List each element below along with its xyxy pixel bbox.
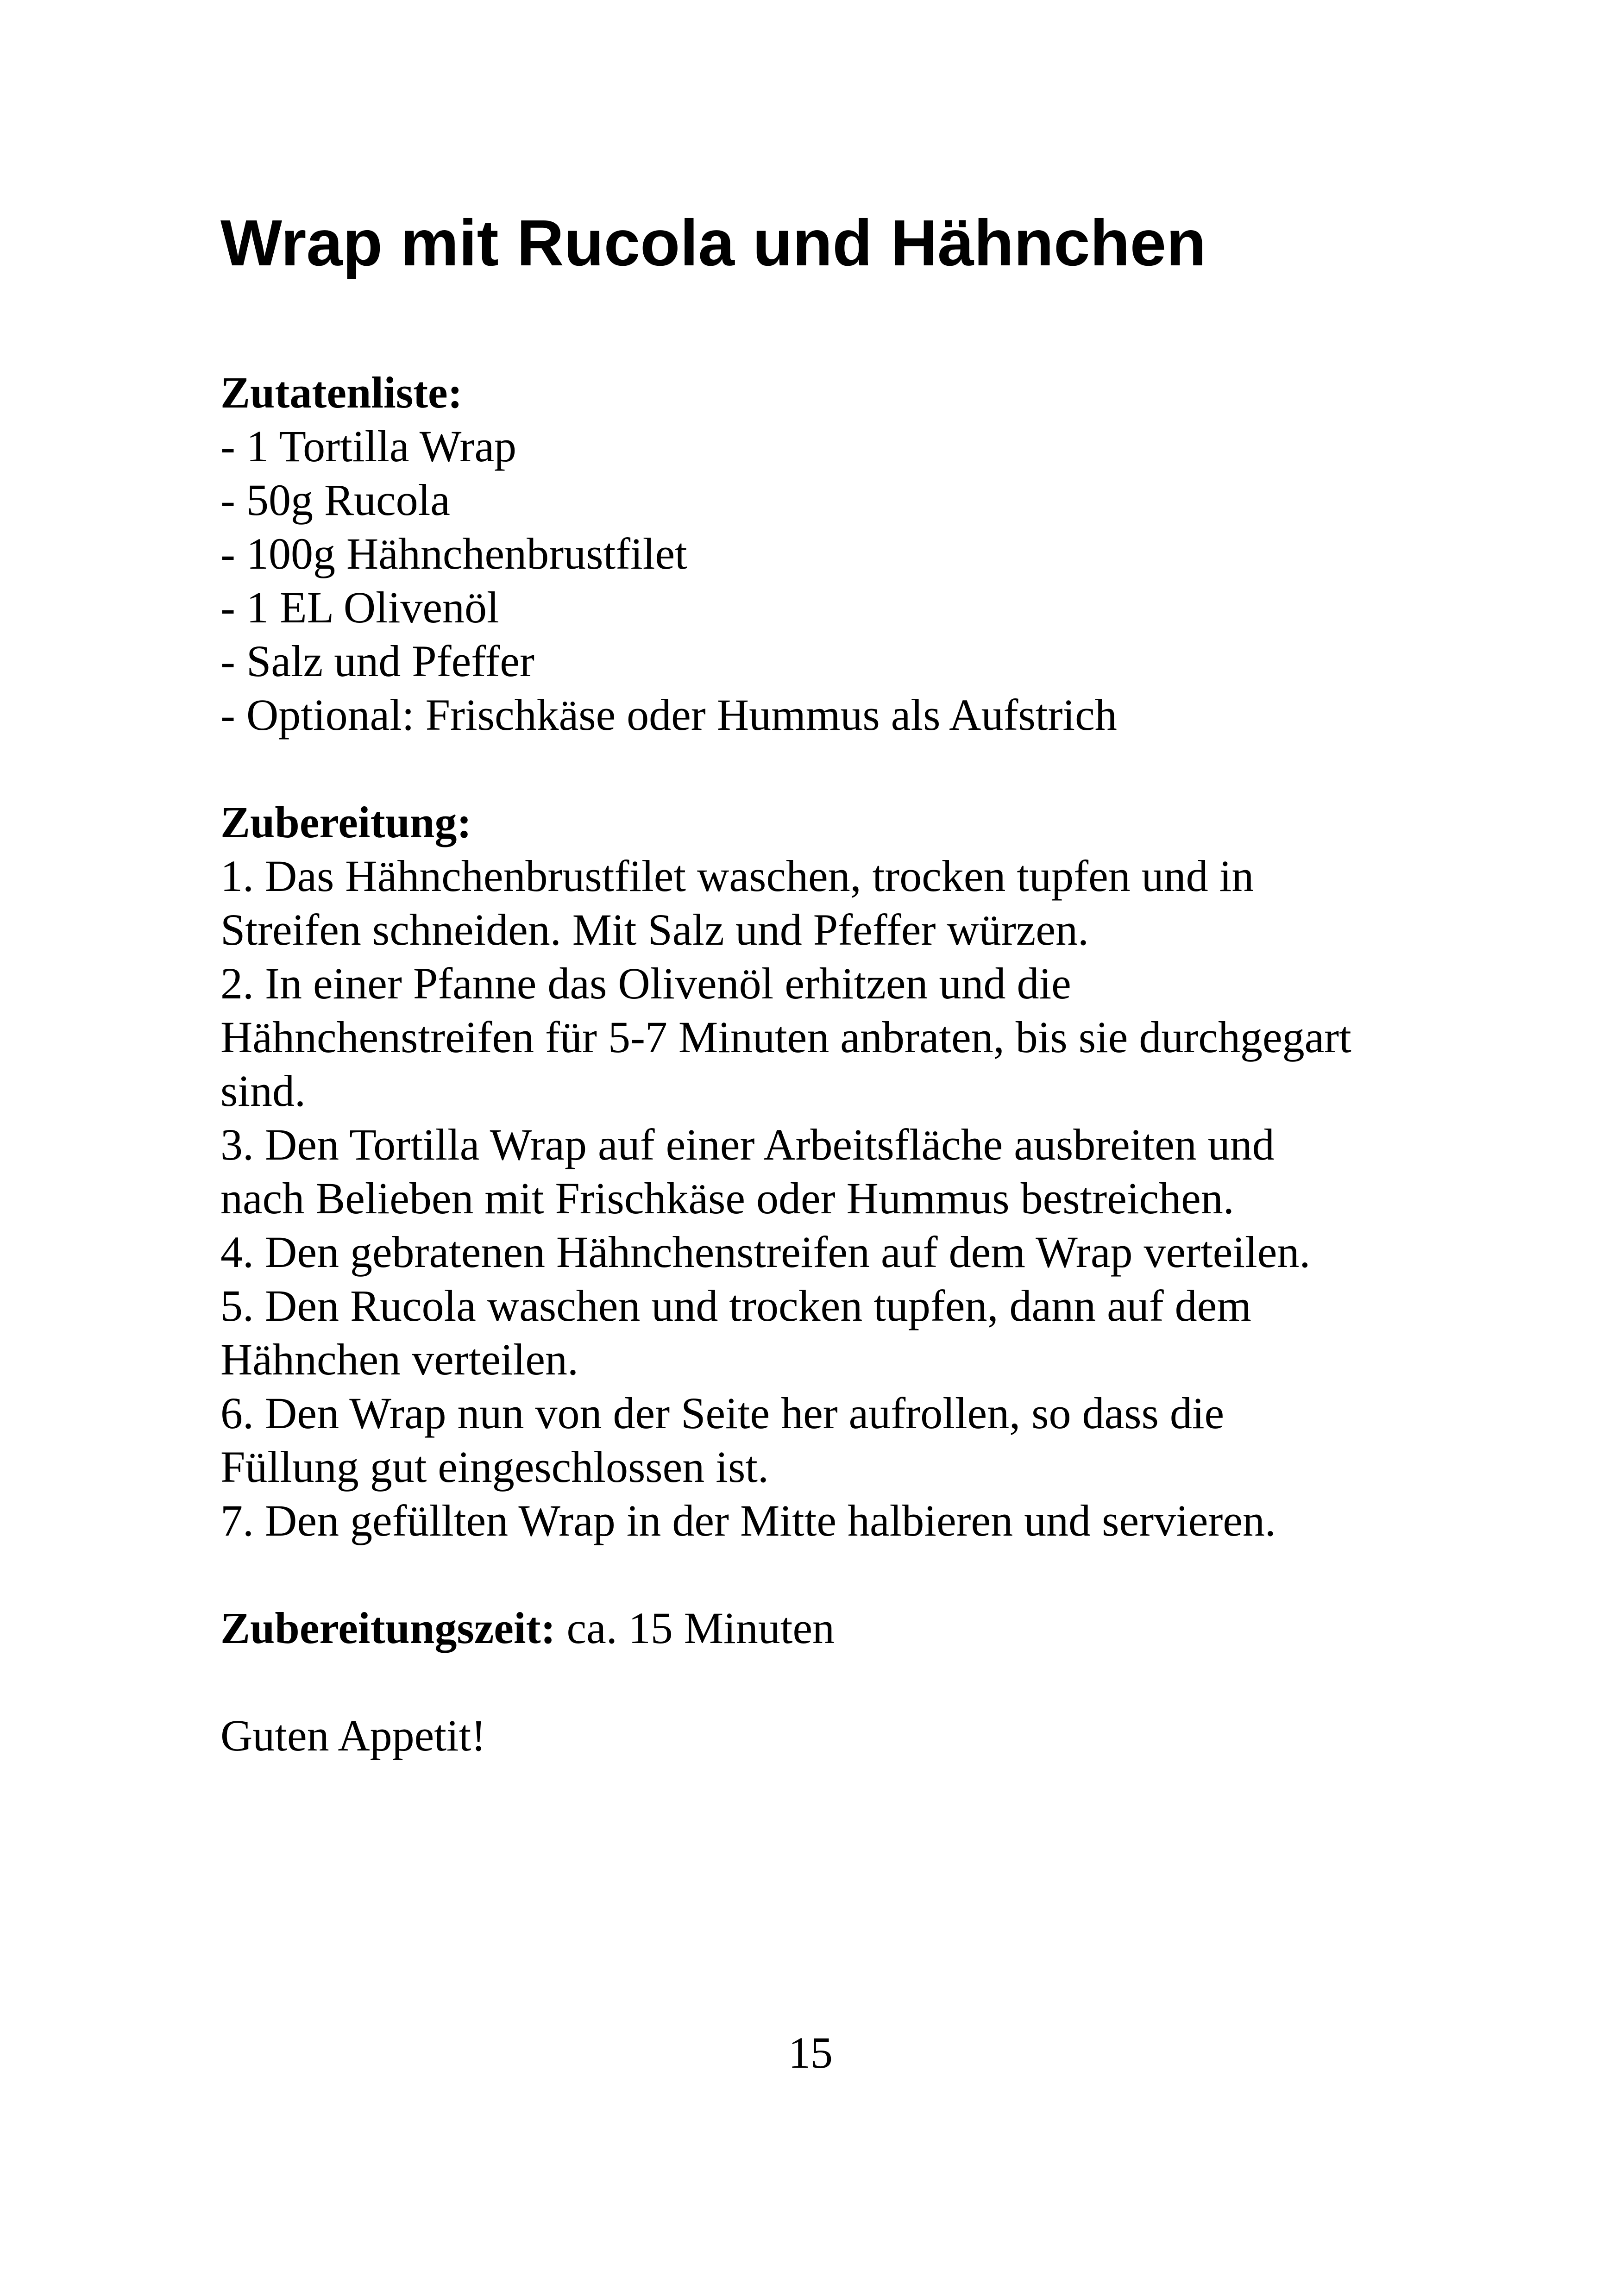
ingredient-item: - 50g Rucola — [220, 475, 450, 525]
ingredient-item: - 100g Hähnchenbrustfilet — [220, 529, 687, 578]
section-gap — [220, 1548, 1471, 1601]
recipe-title: Wrap mit Rucola und Hähnchen — [220, 206, 1206, 279]
step-line: Füllung gut eingeschlossen ist. — [220, 1442, 769, 1492]
ingredient-item: - Salz und Pfeffer — [220, 636, 534, 686]
ingredient-item: - 1 EL Olivenöl — [220, 583, 499, 632]
preparation-step — [220, 1494, 1471, 1548]
step-line: Hähnchenstreifen für 5-7 Minuten anbraten, bis sie durchgegart — [220, 1012, 1351, 1062]
preparation-step — [220, 1279, 1471, 1386]
preparation-step — [220, 1225, 1471, 1279]
preparation-step — [220, 1118, 1471, 1225]
closing-text: Guten Appetit! — [220, 1711, 486, 1760]
step-line: 6. Den Wrap nun von der Seite her aufrollen, so dass die — [220, 1388, 1225, 1438]
ingredients-heading: Zutatenliste: — [220, 368, 463, 417]
prep-time-value: ca. 15 Minuten — [555, 1603, 835, 1653]
preparation-step — [220, 957, 1471, 1118]
ingredients-list — [220, 420, 1471, 742]
recipe-body — [220, 366, 1471, 1763]
ingredient-item: - 1 Tortilla Wrap — [220, 421, 517, 471]
step-line: Streifen schneiden. Mit Salz und Pfeffer würzen. — [220, 905, 1089, 954]
section-gap — [220, 1655, 1471, 1709]
preparation-step — [220, 1386, 1471, 1494]
preparation-heading: Zubereitung: — [220, 797, 472, 847]
step-line: 4. Den gebratenen Hähnchenstreifen auf dem Wrap verteilen. — [220, 1227, 1311, 1277]
step-line: Hähnchen verteilen. — [220, 1335, 578, 1384]
step-line: 7. Den gefüllten Wrap in der Mitte halbieren und servieren. — [220, 1496, 1276, 1545]
step-line: 5. Den Rucola waschen und trocken tupfen, dann auf dem — [220, 1281, 1251, 1330]
step-line: 2. In einer Pfanne das Olivenöl erhitzen und die — [220, 959, 1071, 1008]
step-line: nach Belieben mit Frischkäse oder Hummus bestreichen. — [220, 1173, 1234, 1223]
ingredient-item: - Optional: Frischkäse oder Hummus als Aufstrich — [220, 690, 1117, 740]
page-number: 15 — [788, 2028, 833, 2077]
preparation-steps — [220, 849, 1471, 1548]
step-line: 3. Den Tortilla Wrap auf einer Arbeitsfläche ausbreiten und — [220, 1120, 1275, 1169]
step-line: 1. Das Hähnchenbrustfilet waschen, trocken tupfen und in — [220, 851, 1254, 901]
section-gap — [220, 742, 1471, 796]
prep-time-label: Zubereitungszeit: — [220, 1603, 556, 1653]
prep-time — [220, 1601, 1471, 1655]
step-line: sind. — [220, 1066, 306, 1116]
preparation-step — [220, 849, 1471, 957]
